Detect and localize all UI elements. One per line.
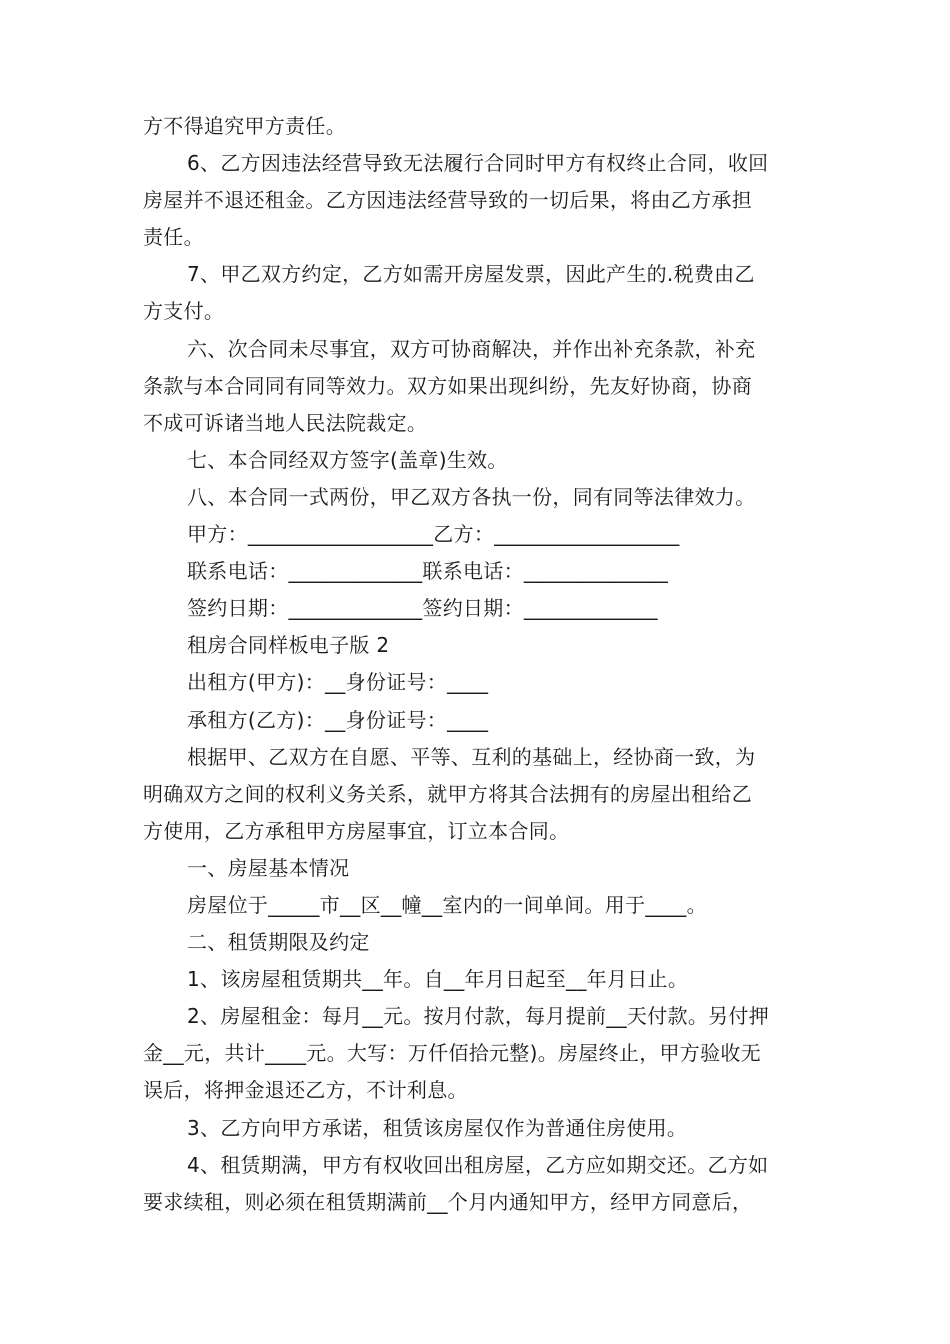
text-line: 方不得追究甲方责任。 xyxy=(143,114,346,138)
text-line: 二、租赁期限及约定 xyxy=(187,930,370,955)
text-line: 不成可诉诸当地人民法院裁定。 xyxy=(143,410,428,435)
text-line: 根据甲、乙双方在自愿、平等、互利的基础上，经协商一致，为 xyxy=(187,744,756,769)
text-line: 一、房屋基本情况 xyxy=(187,855,350,880)
text-line: 签约日期：_____________签约日期：_____________ xyxy=(187,596,658,621)
document-body xyxy=(143,108,813,1221)
text-line: 方支付。 xyxy=(143,299,225,324)
text-line: 条款与本合同同有同等效力。双方如果出现纠纷，先友好协商，协商 xyxy=(143,373,752,398)
text-line: 方使用，乙方承租甲方房屋事宜，订立本合同。 xyxy=(143,818,570,843)
text-line: 承租方(乙方)：__身份证号：____ xyxy=(187,707,489,732)
text-line: 房屋位于_____市__区__幢__室内的一间单间。用于____。 xyxy=(187,892,707,917)
text-line: 明确双方之间的权利义务关系，就甲方将其合法拥有的房屋出租给乙 xyxy=(143,781,752,806)
text-line: 6、乙方因违法经营导致无法履行合同时甲方有权终止合同，收回 xyxy=(187,151,769,176)
text-line: 2、房屋租金：每月__元。按月付款，每月提前__天付款。另付押 xyxy=(187,1004,770,1029)
text-line: 甲方：__________________乙方：__________________ xyxy=(187,522,680,547)
text-line: 1、该房屋租赁期共__年。自__年月日起至__年月日止。 xyxy=(187,967,689,992)
text-line: 联系电话：_____________联系电话：______________ xyxy=(187,559,669,584)
text-line: 七、本合同经双方签字(盖章)生效。 xyxy=(187,447,508,472)
text-line: 金__元，共计____元。大写：万仟佰拾元整)。房屋终止，甲方验收无 xyxy=(143,1041,762,1066)
text-line: 房屋并不退还租金。乙方因违法经营导致的一切后果，将由乙方承担 xyxy=(143,188,752,213)
text-line: 误后，将押金退还乙方，不计利息。 xyxy=(143,1078,468,1103)
text-line: 7、甲乙双方约定，乙方如需开房屋发票，因此产生的.税费由乙 xyxy=(187,262,755,287)
text-line: 3、乙方向甲方承诺，租赁该房屋仅作为普通住房使用。 xyxy=(187,1115,688,1140)
text-line: 租房合同样板电子版 2 xyxy=(187,633,390,658)
text-line: 六、次合同未尽事宜，双方可协商解决，并作出补充条款，补充 xyxy=(187,336,756,361)
text-line: 出租方(甲方)：__身份证号：____ xyxy=(187,670,489,695)
text-line: 八、本合同一式两份，甲乙双方各执一份，同有同等法律效力。 xyxy=(187,484,756,509)
text-line: 4、租赁期满，甲方有权收回出租房屋，乙方应如期交还。乙方如 xyxy=(187,1152,769,1177)
text-line: 要求续租，则必须在租赁期满前__个月内通知甲方，经甲方同意后， xyxy=(143,1189,753,1214)
text-line: 责任。 xyxy=(143,225,204,250)
